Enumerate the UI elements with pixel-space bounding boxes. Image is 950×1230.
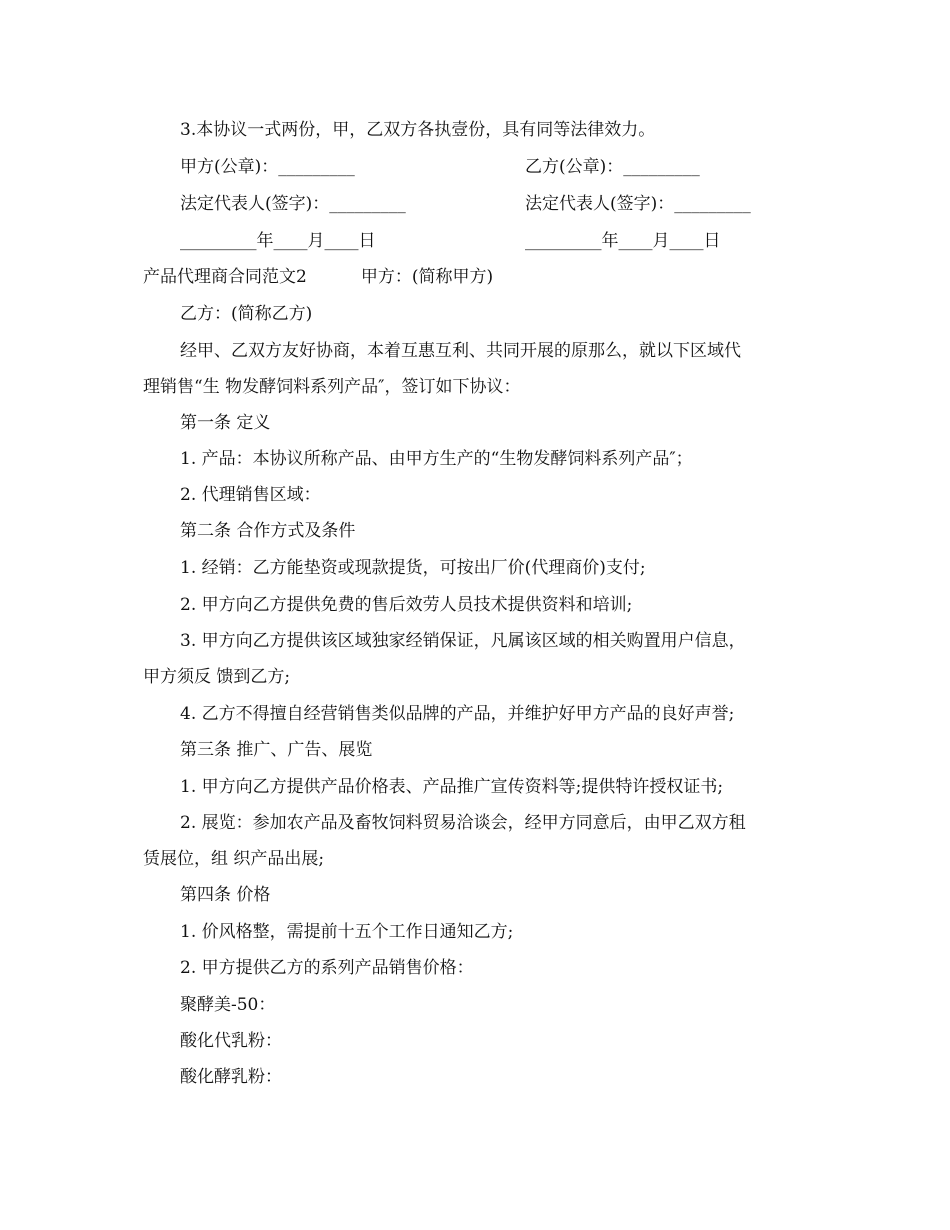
price-item-2: 酸化代乳粉： (180, 1031, 282, 1051)
party-a-name: 甲方：(简称甲方) (360, 267, 494, 287)
article-2-item-2: 2. 甲方向乙方提供免费的售后效劳人员技术提供资料和培训; (180, 595, 633, 615)
price-item-3: 酸化酵乳粉： (180, 1067, 282, 1087)
contract-heading-line (143, 266, 493, 288)
party-a-date: _________年____月____日 (180, 231, 376, 251)
price-item-1: 聚酵美-50： (180, 995, 276, 1015)
party-a-representative: 法定代表人(签字)：_________ (180, 194, 406, 214)
party-b-date: _________年____月____日 (525, 231, 721, 251)
agreement-copies-clause: 3.本协议一式两份，甲，乙双方各执壹份，具有同等法律效力。 (180, 120, 656, 140)
article-4-heading: 第四条 价格 (180, 885, 271, 905)
contract-title: 产品代理商合同范文2 (143, 267, 307, 287)
article-3-heading: 第三条 推广、广告、展览 (180, 740, 373, 760)
article-1-heading: 第一条 定义 (180, 413, 271, 433)
party-b-name: 乙方：(简称乙方) (180, 304, 313, 324)
party-b-seal: 乙方(公章)：_________ (525, 157, 700, 177)
article-2-item-3: 3. 甲方向乙方提供该区域独家经销保证，凡属该区域的相关购置用户信息， (180, 631, 746, 651)
party-a-seal: 甲方(公章)：_________ (180, 157, 355, 177)
party-b-representative: 法定代表人(签字)：_________ (525, 194, 751, 214)
article-2-item-4: 4. 乙方不得擅自经营销售类似品牌的产品，并维护好甲方产品的良好声誉; (180, 704, 735, 724)
article-4-item-2: 2. 甲方提供乙方的系列产品销售价格： (180, 958, 474, 978)
article-2-heading: 第二条 合作方式及条件 (180, 521, 356, 541)
article-3-item-2-cont: 赁展位，组 织产品出展; (143, 849, 325, 869)
article-3-item-1: 1. 甲方向乙方提供产品价格表、产品推广宣传资料等;提供特许授权证书; (180, 777, 724, 797)
article-2-item-1: 1. 经销：乙方能垫资或现款提货，可按出厂价(代理商价)支付; (180, 558, 646, 578)
preamble-line-1: 经甲、乙双方友好协商，本着互惠互利、共同开展的原那么，就以下区域代 (180, 341, 741, 361)
article-2-item-3-cont: 甲方须反 馈到乙方; (143, 667, 291, 687)
preamble-line-2: 理销售“生 物发酵饲料系列产品″，签订如下协议： (143, 377, 521, 397)
article-3-item-2: 2. 展览：参加农产品及畜牧饲料贸易洽谈会，经甲方同意后，由甲乙双方租 (180, 813, 746, 833)
article-4-item-1: 1. 价风格整，需提前十五个工作日通知乙方; (180, 922, 514, 942)
article-1-item-2: 2. 代理销售区域： (180, 485, 321, 505)
article-1-item-1: 1. 产品：本协议所称产品、由甲方生产的“生物发酵饲料系列产品″； (180, 449, 693, 469)
